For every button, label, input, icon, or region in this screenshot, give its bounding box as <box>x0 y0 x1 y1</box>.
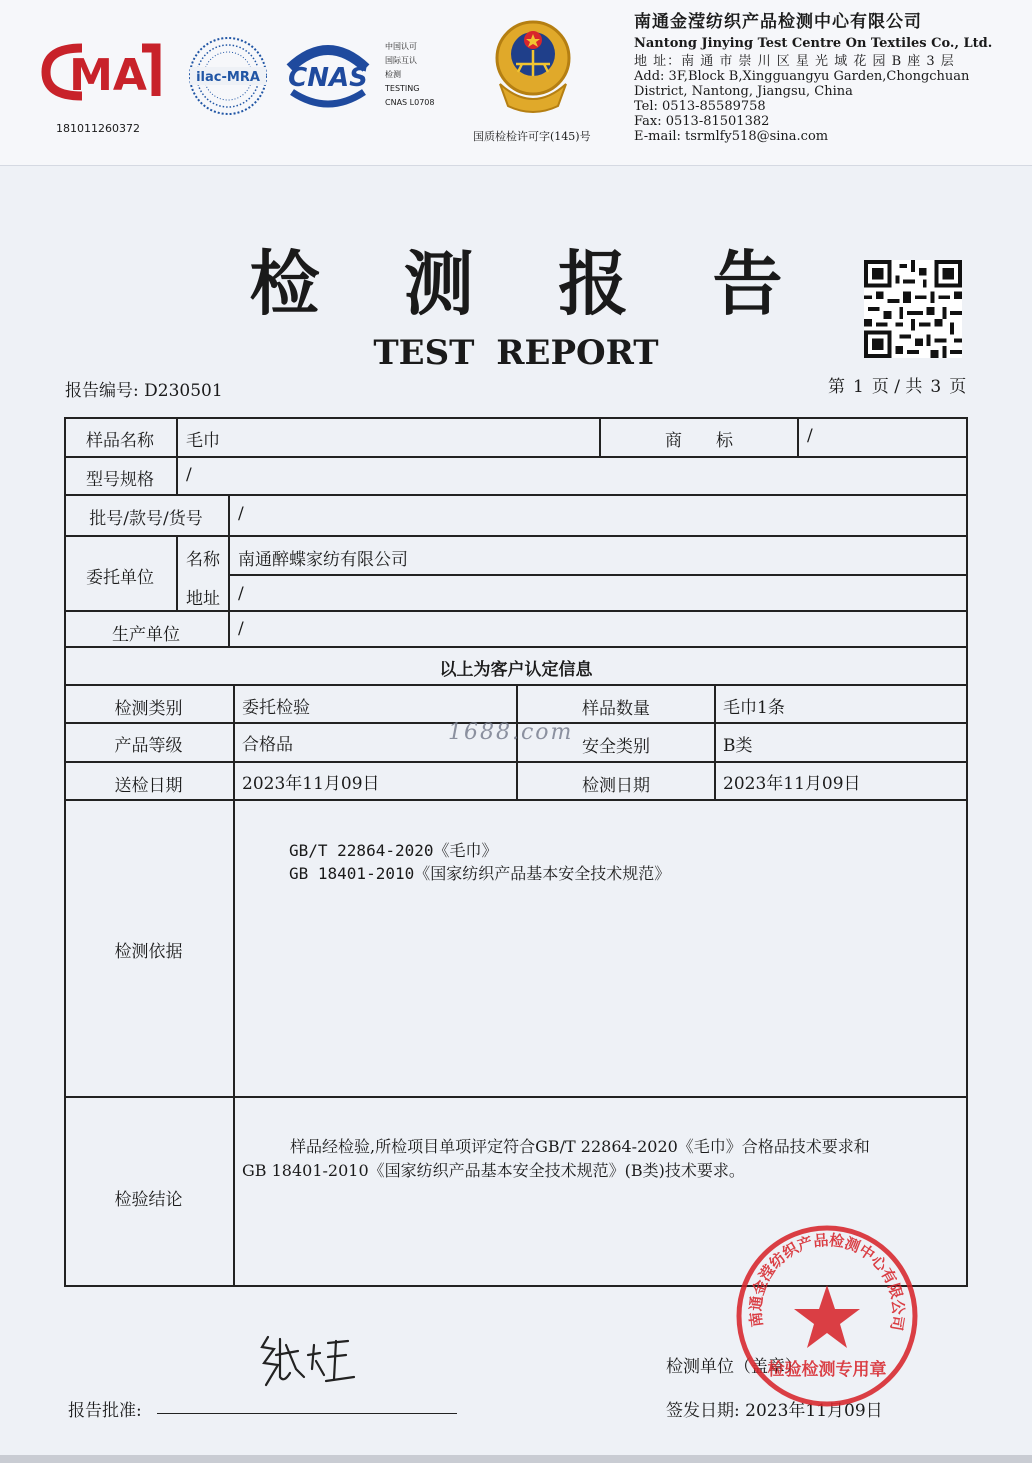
cnas-line: 国际互认 <box>385 56 417 65</box>
table-rule <box>797 417 799 457</box>
approver-label: 报告批准: <box>68 1401 142 1421</box>
org-name-cn: 南通金滢纺织产品检测中心有限公司 <box>634 12 922 32</box>
org-tel: Tel: 0513-85589758 <box>634 99 766 114</box>
page-mid: 页 / 共 <box>871 377 923 397</box>
table-rule <box>176 417 178 496</box>
model-value: / <box>186 465 192 485</box>
basis-standards <box>289 839 670 885</box>
qr-code[interactable] <box>864 260 962 358</box>
client-label: 委托单位 <box>86 568 154 588</box>
page-prefix: 第 <box>828 377 845 397</box>
page-indicator <box>824 372 970 397</box>
table-rule <box>228 494 230 536</box>
testing-unit-label: 检测单位（盖章） <box>666 1357 802 1377</box>
page-suffix: 页 <box>949 377 967 397</box>
org-address-en-2: District, Nantong, Jiangsu, China <box>634 84 853 99</box>
send-date-label: 送检日期 <box>114 776 183 796</box>
table-rule <box>64 610 968 612</box>
org-email: E-mail: tsrmlfy518@sina.com <box>634 129 829 144</box>
model-label: 型号规格 <box>86 470 154 490</box>
seal-text: 南通金滢纺织产品检测中心有限公司 <box>746 1230 908 1333</box>
cnas-logo <box>280 38 376 108</box>
conclusion-label: 检验结论 <box>114 1190 183 1210</box>
table-rule <box>233 799 235 1287</box>
test-type-label: 检测类别 <box>114 699 183 719</box>
sample-name-value: 毛巾 <box>186 431 220 451</box>
approver-signature <box>250 1325 365 1395</box>
table-rule <box>64 494 968 496</box>
safety-value: B类 <box>723 736 753 756</box>
cnas-line: CNAS L0708 <box>385 98 435 107</box>
cnas-caption <box>385 40 434 110</box>
test-date-label: 检测日期 <box>582 776 650 796</box>
client-name-label: 名称 <box>186 550 220 570</box>
cnas-line: 检测 <box>385 70 401 79</box>
table-rule <box>64 535 968 537</box>
quantity-value: 毛巾1条 <box>723 698 785 718</box>
grade-value: 合格品 <box>242 735 293 755</box>
page-current: 1 <box>853 377 864 397</box>
title-en: TEST REPORT <box>373 333 659 373</box>
basis-standard-2: GB 18401-2010《国家纺织产品基本安全技术规范》 <box>289 864 671 883</box>
brand-value: / <box>807 426 813 446</box>
client-name-value: 南通醉蝶家纺有限公司 <box>238 550 408 570</box>
ilac-logo-text: ilac-MRA <box>196 70 260 85</box>
quantity-label: 样品数量 <box>582 699 650 719</box>
title-cn: 检 测 报 告 <box>249 242 813 325</box>
ilac-mra-logo <box>186 34 270 118</box>
seal-subtext: 检验检测专用章 <box>767 1360 887 1380</box>
cma-number: 181011260372 <box>56 122 140 135</box>
grade-label: 产品等级 <box>114 736 183 756</box>
table-rule <box>64 646 968 648</box>
basis-label: 检测依据 <box>114 942 183 962</box>
inspection-emblem <box>486 14 580 118</box>
org-address-en-1: Add: 3F,Block B,Xingguangyu Garden,Chongchuan <box>634 69 970 84</box>
client-address-value: / <box>238 584 244 604</box>
approver-signature-line <box>157 1413 457 1414</box>
issue-date: 签发日期: 2023年11月09日 <box>666 1401 883 1421</box>
cma-logo-text: MA <box>69 50 147 101</box>
table-rule <box>966 417 968 1287</box>
producer-label: 生产单位 <box>112 625 180 645</box>
conclusion-line-1: 样品经检验,所检项目单项评定符合GB/T 22864-2020《毛巾》合格品技术要求和 <box>290 1137 870 1156</box>
header-divider <box>0 165 1032 166</box>
table-rule <box>230 574 968 576</box>
producer-value: / <box>238 619 244 639</box>
table-rule <box>228 610 230 648</box>
conclusion-line-2: GB 18401-2010《国家纺织产品基本安全技术规范》(B类)技术要求。 <box>242 1161 745 1180</box>
org-address-cn: 地 址：南 通 市 崇 川 区 星 光 域 花 园 B 座 3 层 <box>634 54 955 69</box>
table-rule <box>64 456 968 458</box>
cnas-logo-text: CNAS <box>288 63 368 93</box>
cnas-line: TESTING <box>385 84 420 93</box>
permit-number: 国质检检许可字(145)号 <box>473 130 591 143</box>
test-type-value: 委托检验 <box>242 698 310 718</box>
org-fax: Fax: 0513-81501382 <box>634 114 770 129</box>
org-name-en: Nantong Jinying Test Centre On Textiles Co., Ltd. <box>634 36 993 51</box>
table-rule <box>64 417 968 419</box>
brand-label: 商 标 <box>665 431 733 451</box>
table-rule <box>64 799 968 801</box>
official-seal <box>734 1223 920 1409</box>
page-total: 3 <box>930 377 942 397</box>
conclusion-text <box>242 1135 962 1183</box>
client-info-note: 以上为客户认定信息 <box>439 660 593 680</box>
batch-label: 批号/款号/货号 <box>89 509 203 529</box>
sample-name-label: 样品名称 <box>86 431 154 451</box>
table-rule <box>233 684 235 799</box>
report-table <box>64 417 968 1287</box>
cnas-line: 中国认可 <box>385 42 417 51</box>
table-rule <box>64 417 66 1287</box>
table-rule <box>714 684 716 799</box>
table-rule <box>228 535 230 612</box>
test-date-value: 2023年11月09日 <box>723 774 861 794</box>
basis-standard-1: GB/T 22864-2020《毛巾》 <box>289 841 498 860</box>
safety-label: 安全类别 <box>582 737 650 757</box>
organization-info <box>634 10 992 144</box>
send-date-value: 2023年11月09日 <box>242 774 380 794</box>
client-address-label: 地址 <box>186 589 220 609</box>
report-number: 报告编号: D230501 <box>65 381 223 401</box>
page-bottom-bar <box>0 1455 1032 1463</box>
cma-logo <box>38 38 166 106</box>
batch-value: / <box>238 504 244 524</box>
watermark-1688: 1688.com <box>448 720 574 745</box>
table-rule <box>64 1096 968 1098</box>
